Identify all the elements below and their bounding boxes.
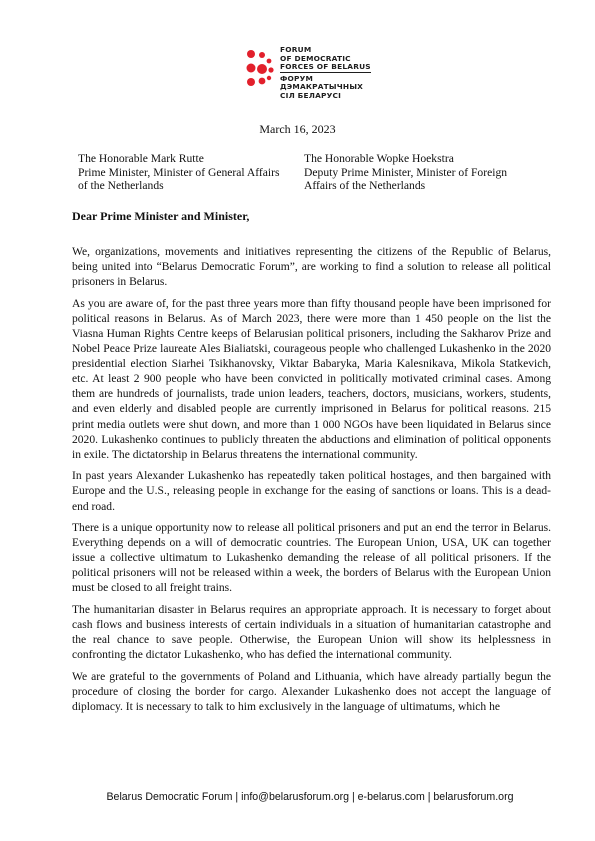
letter-body bbox=[72, 245, 551, 722]
logo-line-be-2: ДЭМАКРАТЫЧНЫХ bbox=[280, 82, 364, 92]
recipient-name: The Honorable Mark Rutte bbox=[78, 152, 204, 165]
body-paragraph: In past years Alexander Lukashenko has repeatedly taken political hostages, and then bargained with Europe and the U.S., releasing people in exchange for the easing of sanctions or loans. This is a dead-end road. bbox=[72, 470, 551, 513]
body-paragraph: We, organizations, movements and initiatives representing the citizens of the Republic of Belarus, being united into “Belarus Democratic Forum”, are working to find a solution to release all political prisoners in Belarus. bbox=[72, 246, 551, 289]
body-paragraph: There is a unique opportunity now to release all political prisoners and put an end the terror in Belarus. Everything depends on a will of democratic countries. The European Union, USA, UK can together issue a collective ultimatum to Lukashenko demanding the release of all political prisoners. If the political prisoners will not be released within a week, the borders of Belarus with the European Union must be closed to all freight trains. bbox=[72, 522, 551, 595]
letter-date: March 16, 2023 bbox=[259, 122, 336, 136]
forum-logo-wordmark bbox=[280, 46, 371, 101]
forum-logo-mark-icon bbox=[246, 48, 276, 90]
recipient-block-hoekstra bbox=[304, 152, 507, 193]
logo-line-2: OF DEMOCRATIC bbox=[280, 53, 351, 63]
page-footer: Belarus Democratic Forum | info@belarusforum.org | e-belarus.com | belarusforum.org bbox=[106, 791, 514, 803]
salutation: Dear Prime Minister and Minister, bbox=[72, 209, 250, 223]
recipient-title: Prime Minister, Minister of General Affairs bbox=[78, 165, 280, 179]
recipient-title: Deputy Prime Minister, Minister of Foreign bbox=[304, 165, 508, 179]
forum-logo bbox=[246, 44, 371, 100]
recipient-block-rutte bbox=[78, 152, 280, 193]
body-paragraph: As you are aware of, for the past three years more than fifty thousand people have been imprisoned for political reasons in Belarus. As of March 2023, there were more than 1 450 people on the list the Viasna Human Rights Centre keeps of Belarusian political prisoners, including the Sakharov Prize and Nobel Peace Prize laureate Ales Bialiatski, courageous people who challenged Lukashenko in the 2020 presidential election Siarhei Tsikhanovsky, Viktar Babaryka, Maria Kalesnikava, Mikola Statkevich, etc. At least 2 900 people who have been convicted in politically motivated criminal cases. Among them are hundreds of journalists, trade union leaders, teachers, doctors, musicians, workers, students, and even elderly and disabled people are currently imprisoned in Belarus for political reasons. 215 print media outlets were shut down, and more than 1 000 NGOs have been liquidated in Belarus since 2020. Lukashenko continues to publicly threaten the abductions and elimination of political opponents in exile. The dictatorship in Belarus threatens the international community. bbox=[72, 297, 551, 461]
recipient-name: The Honorable Wopke Hoekstra bbox=[304, 152, 454, 165]
logo-line-be-3: СІЛ БЕЛАРУСІ bbox=[280, 90, 342, 100]
logo-line-be-1: ФОРУМ bbox=[280, 73, 314, 83]
recipient-title-cont: of the Netherlands bbox=[78, 179, 164, 193]
recipient-title-cont: Affairs of the Netherlands bbox=[304, 179, 426, 193]
logo-line-3: FORCES OF BELARUS bbox=[280, 62, 371, 72]
body-paragraph: We are grateful to the governments of Poland and Lithuania, which have already partially begun the procedure of closing the border for cargo. Alexander Lukashenko does not accept the language of diplomacy. It is necessary to talk to him exclusively in the language of ultimatums, which he bbox=[72, 670, 551, 714]
logo-line-1: FORUM bbox=[280, 45, 312, 54]
body-paragraph: The humanitarian disaster in Belarus requires an appropriate approach. It is necessary to forget about cash flows and business interests of certain individuals in a situation of humanitarian catastrophe and the real chance to save people. Otherwise, the European Union will show its helplessness in confronting the dictator Lukashenko, who has defied the international community. bbox=[72, 604, 551, 662]
